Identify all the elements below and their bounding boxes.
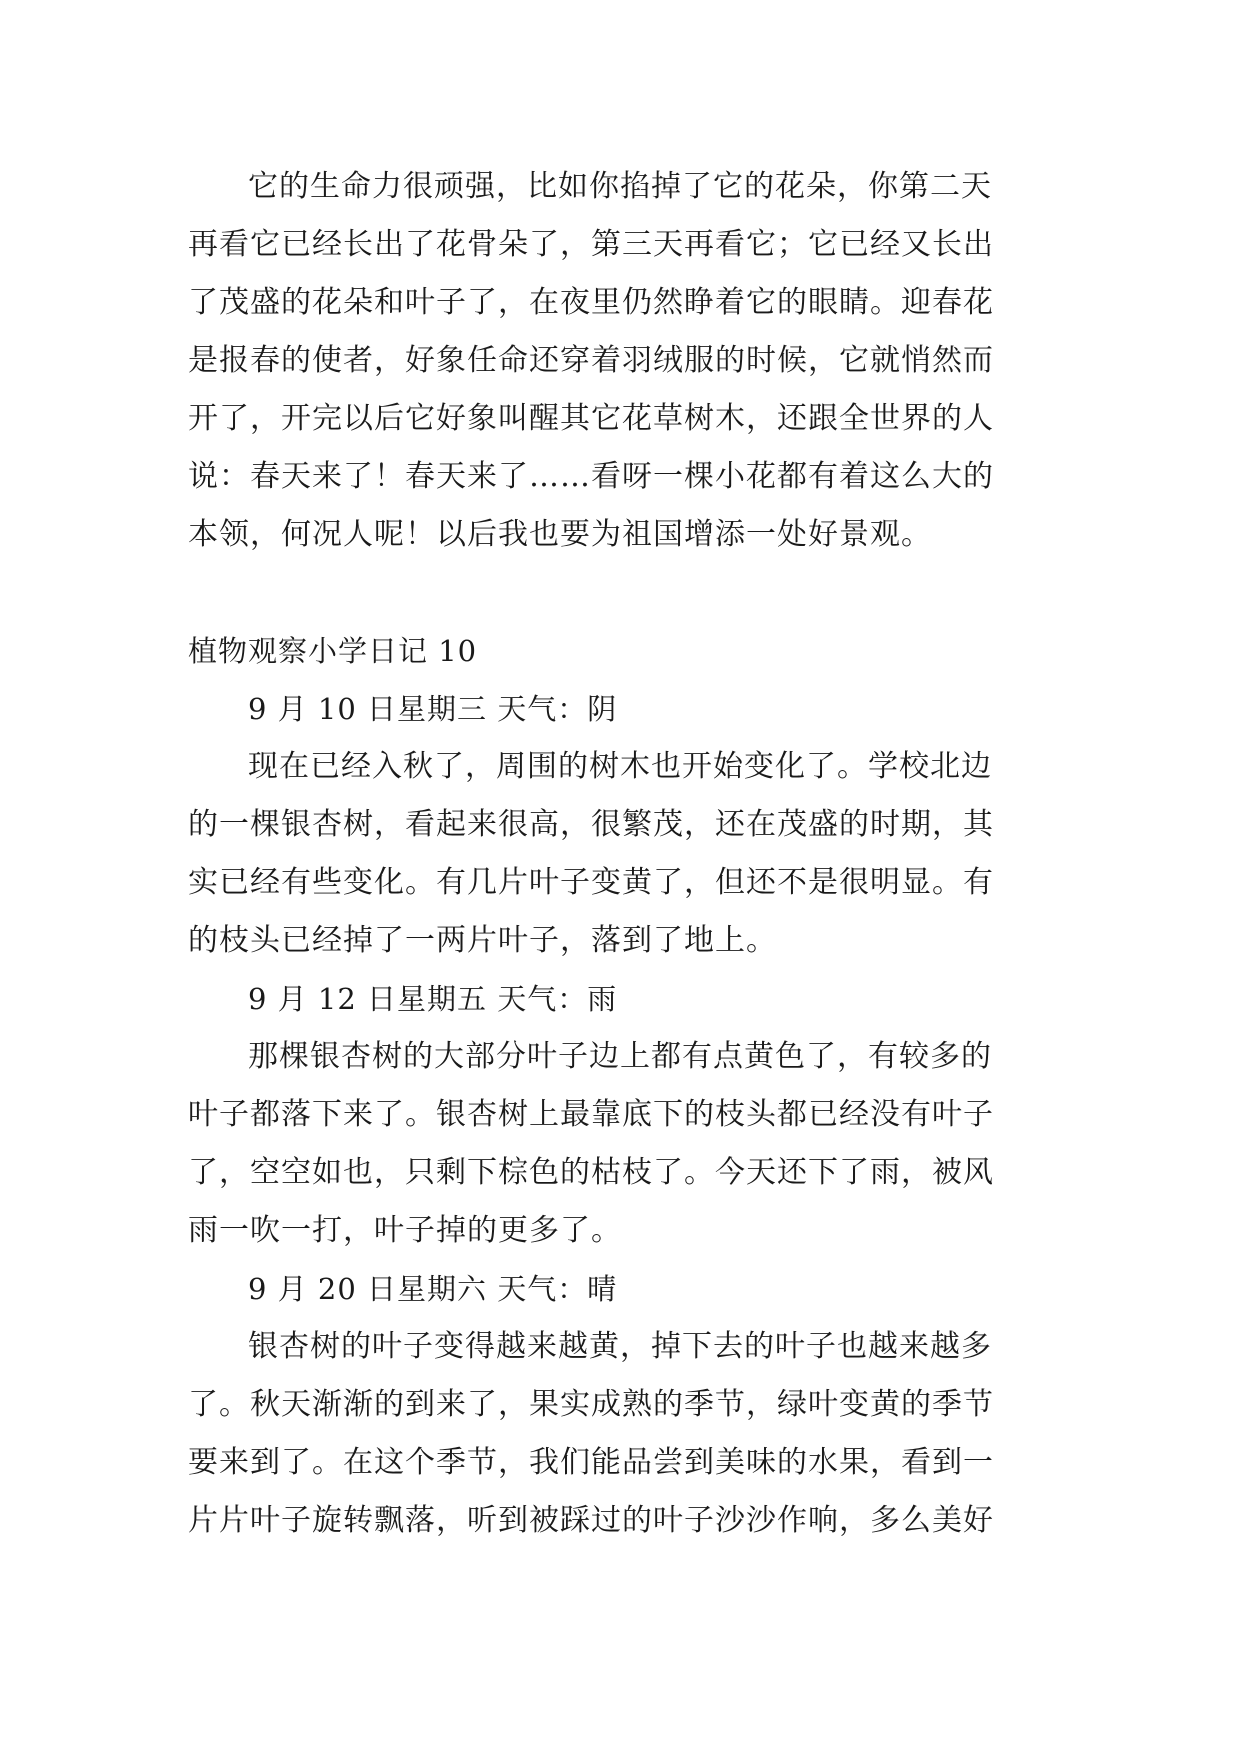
intro-paragraph (188, 158, 1058, 564)
text-line: 的一棵银杏树，看起来很高，很繁茂，还在茂盛的时期，其 (188, 807, 994, 842)
text-line: 银杏树的叶子变得越来越黄，掉下去的叶子也越来越多 (248, 1329, 992, 1364)
document-body (188, 158, 1058, 1550)
text-line: 了茂盛的花朵和叶子了，在夜里仍然睁着它的眼睛。迎春花 (188, 285, 994, 320)
text-line: 说：春天来了！春天来了……看呀一棵小花都有着这么大的 (188, 459, 994, 494)
entry-paragraph (188, 1028, 1058, 1260)
text-line: 叶子都落下来了。银杏树上最靠底下的枝头都已经没有叶子 (188, 1097, 994, 1132)
text-line: 现在已经入秋了，周围的树木也开始变化了。学校北边 (248, 749, 992, 784)
text-line: 的枝头已经掉了一两片叶子，落到了地上。 (188, 923, 777, 958)
text-line: 要来到了。在这个季节，我们能品尝到美味的水果，看到一 (188, 1445, 994, 1480)
text-line: 是报春的使者，好象任命还穿着羽绒服的时候，它就悄然而 (188, 343, 994, 378)
text-line: 那棵银杏树的大部分叶子边上都有点黄色了，有较多的 (248, 1039, 992, 1074)
text-line: 开了，开完以后它好象叫醒其它花草树木，还跟全世界的人 (188, 401, 994, 436)
text-line: 了。秋天渐渐的到来了，果实成熟的季节，绿叶变黄的季节 (188, 1387, 994, 1422)
entry-date: 9 月 12 日星期五 天气：雨 (248, 982, 618, 1016)
text-line: 了，空空如也，只剩下棕色的枯枝了。今天还下了雨，被风 (188, 1155, 994, 1190)
text-line: 雨一吹一打，叶子掉的更多了。 (188, 1213, 622, 1248)
entry-paragraph (188, 1318, 1058, 1550)
text-line: 片片叶子旋转飘落，听到被踩过的叶子沙沙作响，多么美好 (188, 1503, 994, 1538)
text-line: 再看它已经长出了花骨朵了，第三天再看它；它已经又长出 (188, 227, 994, 262)
text-line: 本领，何况人呢！以后我也要为祖国增添一处好景观。 (188, 517, 932, 552)
entry-paragraph (188, 738, 1058, 970)
section-spacer (188, 564, 1058, 622)
entry-date: 9 月 10 日星期三 天气：阴 (248, 692, 618, 726)
section-title: 植物观察小学日记 10 (188, 634, 478, 668)
text-line: 实已经有些变化。有几片叶子变黄了，但还不是很明显。有 (188, 865, 994, 900)
entry-date: 9 月 20 日星期六 天气：晴 (248, 1272, 618, 1306)
text-line: 它的生命力很顽强，比如你掐掉了它的花朵，你第二天 (248, 169, 992, 204)
